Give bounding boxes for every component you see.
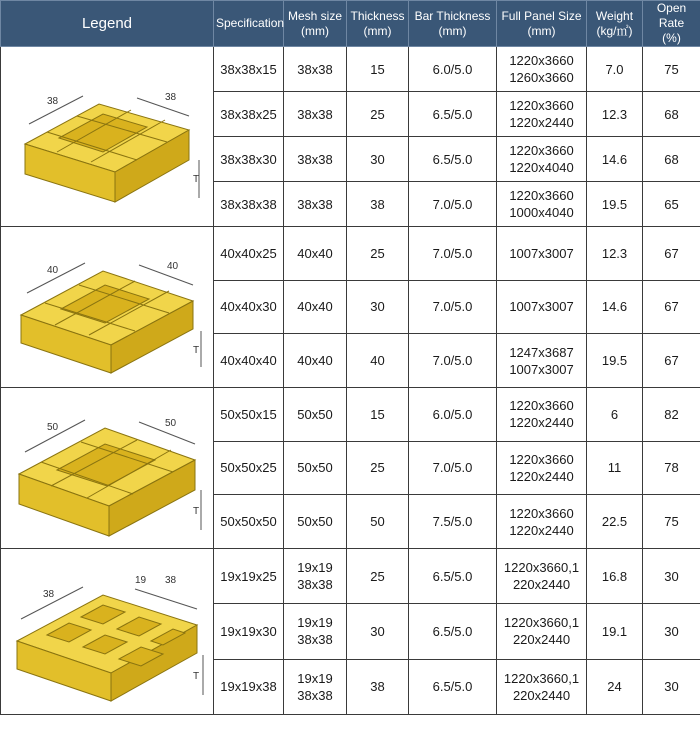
- cell-bar: 7.0/5.0: [409, 182, 497, 227]
- header-weight: [587, 1, 643, 47]
- header-bar-unit: (mm): [438, 23, 467, 38]
- cell-bar: 6.5/5.0: [409, 659, 497, 714]
- cell-weight: 12.3: [587, 92, 643, 137]
- cell-open-rate: 68: [643, 137, 700, 182]
- cell-spec: 50x50x25: [214, 441, 284, 495]
- cell-spec: 38x38x25: [214, 92, 284, 137]
- cell-thickness: 40: [347, 334, 409, 388]
- cell-bar: 7.0/5.0: [409, 441, 497, 495]
- legend-cell-50: [1, 388, 214, 549]
- cell-mesh: [284, 659, 347, 714]
- legend-cell-40: [1, 227, 214, 388]
- header-specification: [214, 1, 284, 47]
- cell-panel-line: 1007x3007: [509, 299, 574, 315]
- cell-thickness: 25: [347, 227, 409, 281]
- cell-panel-line: 1220x3660: [509, 398, 574, 414]
- cell-weight: 11: [587, 441, 643, 495]
- table-row: [1, 388, 700, 442]
- cell-bar: 6.5/5.0: [409, 604, 497, 659]
- cell-panel-line: 1220x4040: [509, 160, 574, 175]
- legend-dim-a: 38: [47, 95, 59, 107]
- cell-panel-line: 1220x3660: [509, 505, 574, 521]
- cell-panel-line: 1007x3007: [509, 361, 574, 377]
- cell-mesh: [284, 604, 347, 659]
- cell-panel-line: 1220x3660: [509, 53, 574, 68]
- cell-weight: 22.5: [587, 495, 643, 549]
- cell-bar: 7.5/5.0: [409, 495, 497, 549]
- cell-open-rate: 30: [643, 549, 700, 604]
- cell-mesh-line: 19x19: [297, 615, 333, 631]
- cell-panel-line: 1260x3660: [509, 70, 574, 85]
- legend-cell-19: [1, 549, 214, 715]
- cell-open-rate: 30: [643, 604, 700, 659]
- cell-weight: 14.6: [587, 137, 643, 182]
- cell-mesh: 50x50: [284, 495, 347, 549]
- cell-bar: 7.0/5.0: [409, 227, 497, 281]
- cell-thickness: 30: [347, 280, 409, 334]
- cell-spec: 38x38x30: [214, 137, 284, 182]
- cell-mesh-line: 19x19: [297, 560, 333, 576]
- legend-dim-t: T: [193, 671, 200, 682]
- cell-open-rate: 75: [643, 495, 700, 549]
- legend-cell-38: [1, 47, 214, 227]
- cell-weight: 19.1: [587, 604, 643, 659]
- grating-illustration-38: [7, 52, 207, 222]
- cell-mesh: 50x50: [284, 388, 347, 442]
- cell-panel-line: 1220x3660: [509, 188, 574, 203]
- cell-panel-line: 1220x2440: [509, 522, 574, 538]
- header-panel-size: [497, 1, 587, 47]
- grating-illustration-19: [7, 549, 207, 714]
- header-bar-label: Bar Thickness: [414, 8, 491, 23]
- legend-dim-b: 38: [165, 575, 177, 586]
- cell-weight: 16.8: [587, 549, 643, 604]
- cell-thickness: 30: [347, 137, 409, 182]
- legend-dim-a: 40: [47, 265, 59, 276]
- spec-table-body: [1, 47, 700, 715]
- cell-panel-line: 1000x4040: [509, 205, 574, 220]
- cell-panel: [497, 388, 587, 442]
- legend-dim-b: 38: [165, 91, 177, 103]
- cell-panel: [497, 280, 587, 334]
- cell-panel-line: 1220x2440: [509, 115, 574, 130]
- cell-mesh: 40x40: [284, 227, 347, 281]
- cell-open-rate: 68: [643, 92, 700, 137]
- cell-panel: [497, 334, 587, 388]
- cell-open-rate: 67: [643, 227, 700, 281]
- cell-panel-line: 1220x3660: [509, 451, 574, 467]
- cell-thickness: 25: [347, 441, 409, 495]
- cell-weight: 12.3: [587, 227, 643, 281]
- cell-weight: 24: [587, 659, 643, 714]
- cell-bar: 6.5/5.0: [409, 549, 497, 604]
- cell-panel-line: 220x2440: [512, 632, 571, 648]
- header-mesh-label: Mesh size: [287, 8, 343, 23]
- header-weight-unit: (kg/㎡): [596, 23, 633, 38]
- cell-panel: [497, 604, 587, 659]
- cell-spec: 19x19x25: [214, 549, 284, 604]
- cell-open-rate: 65: [643, 182, 700, 227]
- cell-thickness: 50: [347, 495, 409, 549]
- cell-mesh: 38x38: [284, 47, 347, 92]
- cell-open-rate: 67: [643, 280, 700, 334]
- cell-thickness: 38: [347, 659, 409, 714]
- cell-open-rate: 82: [643, 388, 700, 442]
- cell-open-rate: 67: [643, 334, 700, 388]
- grating-illustration-50: [7, 388, 207, 548]
- cell-panel-line: 220x2440: [512, 577, 571, 593]
- cell-panel-line: 1220x3660: [509, 143, 574, 158]
- legend-dim-b: 50: [165, 418, 177, 429]
- cell-mesh: 38x38: [284, 182, 347, 227]
- cell-panel-line: 1220x3660,1: [503, 670, 580, 686]
- cell-panel: [497, 47, 587, 92]
- cell-panel: [497, 137, 587, 182]
- cell-spec: 40x40x30: [214, 280, 284, 334]
- cell-panel-line: 220x2440: [512, 687, 571, 703]
- cell-panel-line: 1220x2440: [509, 468, 574, 484]
- header-thickness-label: Thickness: [350, 8, 405, 23]
- cell-panel: [497, 227, 587, 281]
- cell-panel-line: 1007x3007: [509, 245, 574, 261]
- cell-bar: 6.0/5.0: [409, 388, 497, 442]
- cell-mesh: 50x50: [284, 441, 347, 495]
- grating-illustration-40: [7, 227, 207, 387]
- header-open-rate: [643, 1, 700, 47]
- cell-spec: 50x50x15: [214, 388, 284, 442]
- cell-open-rate: 75: [643, 47, 700, 92]
- header-specification-label: Specification: [216, 16, 285, 30]
- cell-weight: 14.6: [587, 280, 643, 334]
- header-legend-label: Legend: [81, 15, 133, 32]
- header-open-unit: (%): [662, 31, 681, 45]
- cell-mesh: 40x40: [284, 280, 347, 334]
- cell-panel: [497, 549, 587, 604]
- cell-panel-line: 1247x3687: [509, 344, 574, 360]
- header-bar-thickness: [409, 1, 497, 47]
- legend-dim-b: 40: [167, 261, 179, 272]
- header-mesh-unit: (mm): [301, 23, 329, 38]
- header-open-label: Open Rate: [656, 1, 687, 30]
- cell-thickness: 30: [347, 604, 409, 659]
- cell-panel-line: 1220x3660,1: [503, 560, 580, 576]
- header-panel-unit: (mm): [527, 23, 556, 38]
- legend-dim-t: T: [193, 173, 200, 185]
- cell-panel: [497, 92, 587, 137]
- cell-thickness: 38: [347, 182, 409, 227]
- cell-panel: [497, 441, 587, 495]
- cell-spec: 38x38x15: [214, 47, 284, 92]
- legend-dim-c: 19: [135, 575, 147, 586]
- cell-bar: 6.5/5.0: [409, 92, 497, 137]
- header-thickness: [347, 1, 409, 47]
- cell-panel-line: 1220x2440: [509, 415, 574, 431]
- cell-open-rate: 30: [643, 659, 700, 714]
- cell-panel: [497, 495, 587, 549]
- header-panel-label: Full Panel Size: [501, 8, 582, 23]
- cell-spec: 19x19x30: [214, 604, 284, 659]
- table-row: [1, 549, 700, 604]
- table-row: [1, 227, 700, 281]
- cell-thickness: 15: [347, 47, 409, 92]
- cell-panel-line: 1220x3660: [509, 98, 574, 113]
- cell-thickness: 25: [347, 92, 409, 137]
- cell-open-rate: 78: [643, 441, 700, 495]
- cell-spec: 40x40x25: [214, 227, 284, 281]
- cell-bar: 7.0/5.0: [409, 280, 497, 334]
- cell-mesh-line: 38x38: [297, 632, 333, 648]
- cell-mesh: 40x40: [284, 334, 347, 388]
- cell-mesh-line: 19x19: [297, 670, 333, 686]
- header-mesh-size: [284, 1, 347, 47]
- cell-panel: [497, 659, 587, 714]
- cell-weight: 6: [587, 388, 643, 442]
- cell-panel-line: 1220x3660,1: [503, 615, 580, 631]
- header-thickness-unit: (mm): [363, 23, 392, 38]
- cell-weight: 19.5: [587, 182, 643, 227]
- table-row: [1, 47, 700, 92]
- cell-spec: 38x38x38: [214, 182, 284, 227]
- cell-bar: 7.0/5.0: [409, 334, 497, 388]
- header-weight-label: Weight: [595, 8, 634, 23]
- cell-mesh: 38x38: [284, 92, 347, 137]
- cell-mesh-line: 38x38: [297, 687, 333, 703]
- legend-dim-t: T: [193, 345, 200, 356]
- cell-panel: [497, 182, 587, 227]
- cell-mesh-line: 38x38: [297, 577, 333, 593]
- cell-spec: 50x50x50: [214, 495, 284, 549]
- cell-weight: 19.5: [587, 334, 643, 388]
- cell-spec: 19x19x38: [214, 659, 284, 714]
- header-row: [1, 1, 700, 47]
- cell-mesh: [284, 549, 347, 604]
- cell-bar: 6.0/5.0: [409, 47, 497, 92]
- cell-thickness: 25: [347, 549, 409, 604]
- cell-mesh: 38x38: [284, 137, 347, 182]
- cell-bar: 6.5/5.0: [409, 137, 497, 182]
- cell-thickness: 15: [347, 388, 409, 442]
- header-legend: [1, 1, 214, 47]
- legend-dim-a: 50: [47, 422, 59, 433]
- legend-dim-t: T: [193, 506, 200, 517]
- cell-weight: 7.0: [587, 47, 643, 92]
- cell-spec: 40x40x40: [214, 334, 284, 388]
- legend-dim-a: 38: [43, 589, 55, 600]
